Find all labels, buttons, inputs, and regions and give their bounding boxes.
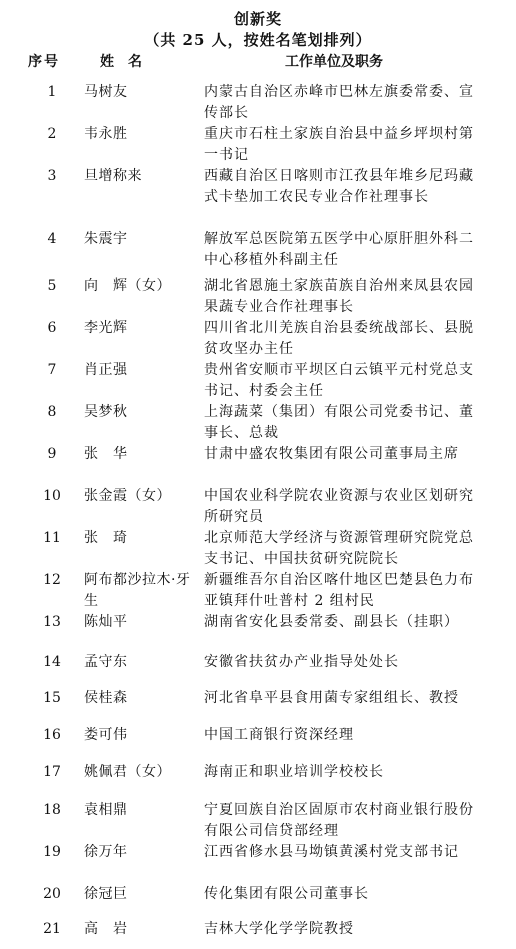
table-row — [0, 276, 516, 318]
row-number: 12 — [43, 572, 61, 588]
table-row — [0, 570, 516, 612]
row-job: 解放军总医院第五医学中心原肝胆外科二中心移植外科副主任 — [204, 231, 474, 268]
row-name: 娄可伟 — [84, 727, 128, 743]
table-row — [0, 800, 516, 842]
header-name: 姓 名 — [100, 54, 142, 70]
row-name: 侯桂森 — [84, 690, 128, 706]
row-name: 张金霞（女） — [84, 488, 171, 504]
row-number: 1 — [47, 84, 57, 100]
table-row — [0, 486, 516, 528]
page-subtitle: （共 25 人，按姓名笔划排列） — [144, 31, 372, 49]
row-name: 张 华 — [84, 446, 128, 462]
row-number: 9 — [47, 446, 57, 462]
row-number: 8 — [47, 404, 57, 420]
table-row — [0, 884, 516, 919]
row-number: 7 — [47, 362, 57, 378]
table-row — [0, 444, 516, 486]
table-row — [0, 124, 516, 166]
table-row — [0, 528, 516, 570]
table-row — [0, 688, 516, 725]
row-number: 21 — [43, 921, 61, 937]
table-header — [0, 49, 516, 73]
award-table — [0, 82, 516, 949]
row-name: 肖正强 — [84, 362, 128, 378]
row-name: 姚佩君（女） — [84, 764, 171, 780]
row-job: 安徽省扶贫办产业指导处处长 — [204, 654, 399, 670]
table-row — [0, 725, 516, 762]
table-row — [0, 842, 516, 884]
row-number: 13 — [43, 614, 61, 630]
table-row — [0, 402, 516, 444]
row-number: 20 — [43, 886, 61, 902]
table-row — [0, 318, 516, 360]
row-number: 18 — [43, 802, 61, 818]
row-name: 朱震宇 — [84, 231, 128, 247]
table-row — [0, 919, 516, 949]
row-job: 江西省修水县马坳镇黄溪村党支部书记 — [204, 844, 459, 860]
row-number: 17 — [43, 764, 61, 780]
table-row — [0, 652, 516, 688]
row-job: 上海蔬菜（集团）有限公司党委书记、董事长、总裁 — [204, 404, 474, 441]
row-name: 向 辉（女） — [84, 278, 171, 294]
row-name: 韦永胜 — [84, 126, 128, 142]
table-row — [0, 166, 516, 229]
row-job: 重庆市石柱土家族自治县中益乡坪坝村第一书记 — [204, 126, 474, 163]
table-row — [0, 612, 516, 652]
row-name: 旦增称来 — [84, 168, 142, 184]
row-number: 15 — [43, 690, 61, 706]
row-name: 徐冠巨 — [84, 886, 128, 902]
row-number: 3 — [47, 168, 57, 184]
row-number: 6 — [47, 320, 57, 336]
row-name: 徐万年 — [84, 844, 128, 860]
row-name: 孟守东 — [84, 654, 128, 670]
table-row — [0, 82, 516, 124]
row-number: 14 — [43, 654, 61, 670]
row-number: 5 — [47, 278, 57, 294]
row-job: 西藏自治区日喀则市江孜县年堆乡尼玛藏式卡垫加工农民专业合作社理事长 — [204, 168, 474, 205]
row-name: 吴梦秋 — [84, 404, 128, 420]
row-job: 宁夏回族自治区固原市农村商业银行股份有限公司信贷部经理 — [204, 802, 474, 839]
row-job: 北京师范大学经济与资源管理研究院党总支书记、中国扶贫研究院院长 — [204, 530, 474, 567]
row-job: 吉林大学化学学院教授 — [204, 921, 354, 937]
row-name: 张 琦 — [84, 530, 128, 546]
row-name: 阿布都沙拉木·牙生 — [84, 572, 191, 609]
row-name: 高 岩 — [84, 921, 128, 937]
page-title: 创新奖 — [233, 10, 282, 28]
row-number: 4 — [47, 231, 57, 247]
header-no: 序号 — [28, 54, 60, 70]
row-name: 马树友 — [84, 84, 128, 100]
row-job: 四川省北川羌族自治县委统战部长、县脱贫攻坚办主任 — [204, 320, 474, 357]
row-job: 湖北省恩施土家族苗族自治州来凤县农园果蔬专业合作社理事长 — [204, 278, 474, 315]
table-row — [0, 360, 516, 402]
row-number: 2 — [47, 126, 57, 142]
header-job: 工作单位及职务 — [285, 54, 383, 70]
row-job: 传化集团有限公司董事长 — [204, 886, 369, 902]
row-job: 甘肃中盛农牧集团有限公司董事局主席 — [204, 446, 459, 462]
row-job: 新疆维吾尔自治区喀什地区巴楚县色力布亚镇拜什吐普村 2 组村民 — [204, 572, 474, 609]
row-number: 11 — [43, 530, 61, 546]
row-name: 袁相鼎 — [84, 802, 128, 818]
row-job: 贵州省安顺市平坝区白云镇平元村党总支书记、村委会主任 — [204, 362, 474, 399]
row-job: 湖南省安化县委常委、副县长（挂职） — [204, 614, 459, 630]
row-number: 10 — [43, 488, 61, 504]
row-job: 中国农业科学院农业资源与农业区划研究所研究员 — [204, 488, 474, 525]
table-row — [0, 762, 516, 800]
row-number: 16 — [43, 727, 61, 743]
row-job: 海南正和职业培训学校校长 — [204, 764, 384, 780]
row-number: 19 — [43, 844, 61, 860]
row-job: 内蒙古自治区赤峰市巴林左旗委常委、宣传部长 — [204, 84, 474, 121]
row-name: 陈灿平 — [84, 614, 128, 630]
row-job: 中国工商银行资深经理 — [204, 727, 354, 743]
row-job: 河北省阜平县食用菌专家组组长、教授 — [204, 690, 459, 706]
table-row — [0, 229, 516, 276]
row-name: 李光辉 — [84, 320, 128, 336]
